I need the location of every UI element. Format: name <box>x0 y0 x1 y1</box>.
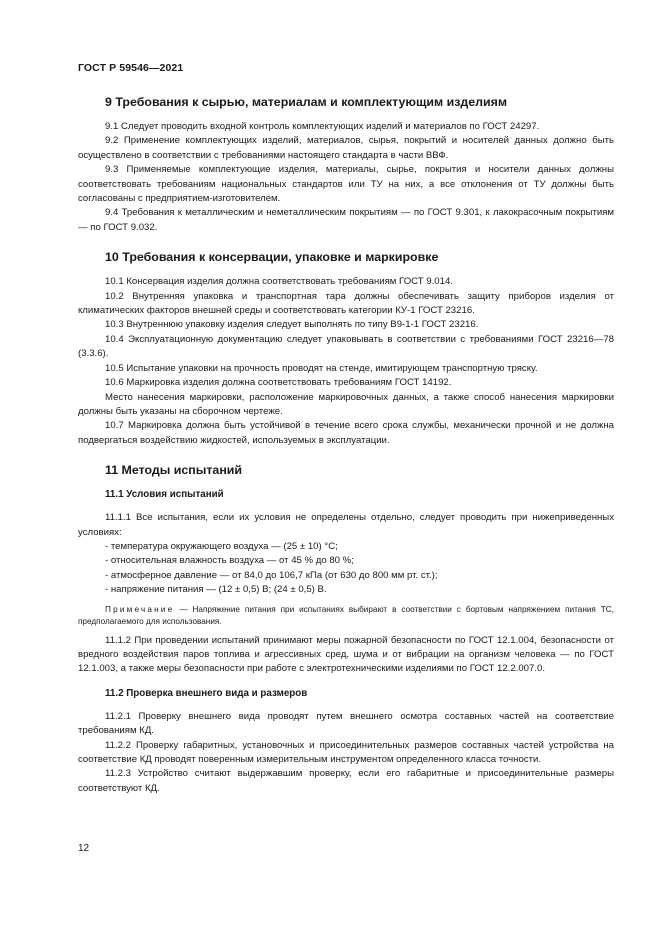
paragraph-9-4: 9.4 Требования к металлическим и неметаллическим покрытиям — по ГОСТ 9.301, к лакокрасочным покрытиям — по ГОСТ 9.032. <box>78 207 614 233</box>
paragraph-11-1-2: 11.1.2 При проведении испытаний принимают меры пожарной безопасности по ГОСТ 12.1.004, безопасности от вредного воздействия паров топлива и агрессивных сред, шума и от вибрации на организм человека — по ГОСТ 12.1.003, а также меры безопасности при работе с электротехническими изделиями по ГОСТ 12.2.007.0. <box>78 634 614 675</box>
section-9-title: 9 Требования к сырью, материалам и комплектующим изделиям <box>105 95 508 109</box>
subsection-11-2-title: 11.2 Проверка внешнего вида и размеров <box>105 687 308 699</box>
note-label: Примечание <box>105 604 175 614</box>
note <box>78 604 614 628</box>
page-content <box>78 94 614 796</box>
paragraph-10-6: 10.6 Маркировка изделия должна соответствовать требованиям ГОСТ 14192. <box>105 377 452 389</box>
condition-item: - температура окружающего воздуха — (25 ± 10) °С; <box>105 540 338 552</box>
paragraph-10-6-marking-place: Место нанесения маркировки, расположение маркировочных данных, а также способ нанесения маркировки должны быть указаны на сборочном чертеже. <box>78 391 614 417</box>
paragraph-9-3: 9.3 Применяемые комплектующие изделия, материалы, сырье, покрытия и носители данных должны соответствовать требованиям национальных стандартов или ТУ на них, а все отклонения от ТУ должны быть согласованы с предприятием-изготовителем. <box>78 164 614 205</box>
paragraph-10-7: 10.7 Маркировка должна быть устойчивой в течение всего срока службы, механически прочной и не должна подвергаться воздействию жидкостей, используемых в эксплуатации. <box>78 420 614 446</box>
paragraph-11-1-1: 11.1.1 Все испытания, если их условия не определены отдельно, следует проводить при нижеприведенных условиях: <box>78 512 614 538</box>
section-10-title: 10 Требования к консервации, упаковке и маркировке <box>105 250 439 265</box>
condition-item: - относительная влажность воздуха — от 45 % до 80 %; <box>105 555 354 567</box>
paragraph-9-1: 9.1 Следует проводить входной контроль комплектующих изделий и материалов по ГОСТ 24297. <box>105 121 540 132</box>
test-conditions-list <box>78 540 614 598</box>
section-11-title: 11 Методы испытаний <box>105 463 243 478</box>
document-standard-header: ГОСТ Р 59546—2021 <box>78 62 184 74</box>
paragraph-10-3: 10.3 Внутреннюю упаковку изделия следует выполнять по типу В9-1-1 ГОСТ 23216. <box>105 319 479 331</box>
subsection-11-1-title: 11.1 Условия испытаний <box>105 489 224 501</box>
paragraph-10-5: 10.5 Испытание упаковки на прочность проводят на стенде, имитирующем транспортную тряску. <box>105 362 538 374</box>
paragraph-9-2: 9.2 Применение комплектующих изделий, материалов, сырья, покрытий и носителей данных должно быть осуществлено в соответствии с требованиями настоящего стандарта в части ВВФ. <box>78 135 614 161</box>
note-text: — Напряжение питания при испытаниях выбирают в соответствии с бортовым напряжением питания ТС, предполагаемого для использования. <box>78 604 614 626</box>
paragraph-11-2-3: 11.2.3 Устройство считают выдержавшим проверку, если его габаритные и присоединительные размеры соответствуют КД. <box>78 768 614 794</box>
condition-item: - атмосферное давление — от 84,0 до 106,7 кПа (от 630 до 800 мм рт. ст.); <box>105 569 438 581</box>
condition-item: - напряжение питания — (12 ± 0,5) В; (24 ± 0,5) В. <box>105 584 327 596</box>
paragraph-10-2: 10.2 Внутренняя упаковка и транспортная тара должны обеспечивать защиту приборов изделия от климатических факторов внешней среды и соответствовать категории КУ-1 ГОСТ 23216. <box>78 290 614 317</box>
paragraph-10-4: 10.4 Эксплуатационную документацию следует упаковывать в соответствии с требованиями ГОСТ 23216—78 (3.3.6). <box>78 333 614 360</box>
paragraph-10-1: 10.1 Консервация изделия должна соответствовать требованиям ГОСТ 9.014. <box>105 276 453 288</box>
page-number: 12 <box>78 843 90 854</box>
paragraph-11-2-1: 11.2.1 Проверку внешнего вида проводят путем внешнего осмотра составных частей на соответствие требованиям КД. <box>78 710 614 737</box>
paragraph-11-2-2: 11.2.2 Проверку габаритных, установочных и присоединительных размеров составных частей устройства на соответствие КД проводят поверенным измерительным инструментом определенного класса точности. <box>78 739 614 765</box>
